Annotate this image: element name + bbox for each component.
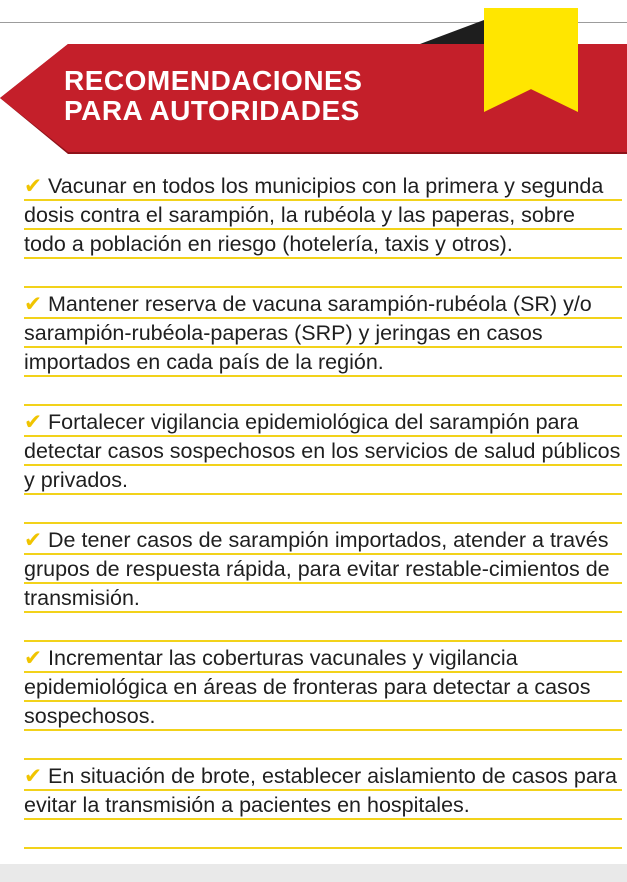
list-item [24, 762, 622, 880]
list-item [24, 290, 622, 408]
bottom-shade [0, 864, 627, 882]
recommendation-text: Incrementar las coberturas vacunales y vigilancia epidemiológica en áreas de fronteras para detectar a casos sospechosos. [24, 646, 591, 728]
recommendation-text: Mantener reserva de vacuna sarampión-rubéola (SR) y/o sarampión-rubéola-paperas (SRP) y jeringas en casos importados en cada país de la región. [24, 292, 592, 374]
recommendation-text: En situación de brote, establecer aislamiento de casos para evitar la transmisión a pacientes en hospitales. [24, 764, 617, 817]
recommendation-text: De tener casos de sarampión importados, atender a través grupos de respuesta rápida, para evitar restable-cimientos de transmisión. [24, 528, 610, 610]
list-item [24, 408, 622, 526]
checkmark-icon: ✔ [24, 764, 43, 788]
list-item [24, 644, 622, 762]
recommendation-text: Fortalecer vigilancia epidemiológica del sarampión para detectar casos sospechosos en los servicios de salud públicos y privados. [24, 410, 621, 492]
recommendations-list [24, 172, 622, 880]
checkmark-icon: ✔ [24, 174, 43, 198]
checkmark-icon: ✔ [24, 646, 43, 670]
checkmark-icon: ✔ [24, 292, 43, 316]
checkmark-icon: ✔ [24, 528, 43, 552]
page-title [64, 66, 362, 126]
list-item [24, 172, 622, 290]
recommendation-text: Vacunar en todos los municipios con la primera y segunda dosis contra el sarampión, la rubéola y las paperas, sobre todo a población en riesgo (hotelería, taxis y otros). [24, 174, 604, 256]
title-line-1: RECOMENDACIONES [64, 65, 363, 96]
title-line-2: PARA AUTORIDADES [64, 95, 360, 126]
list-item [24, 526, 622, 644]
checkmark-icon: ✔ [24, 410, 43, 434]
